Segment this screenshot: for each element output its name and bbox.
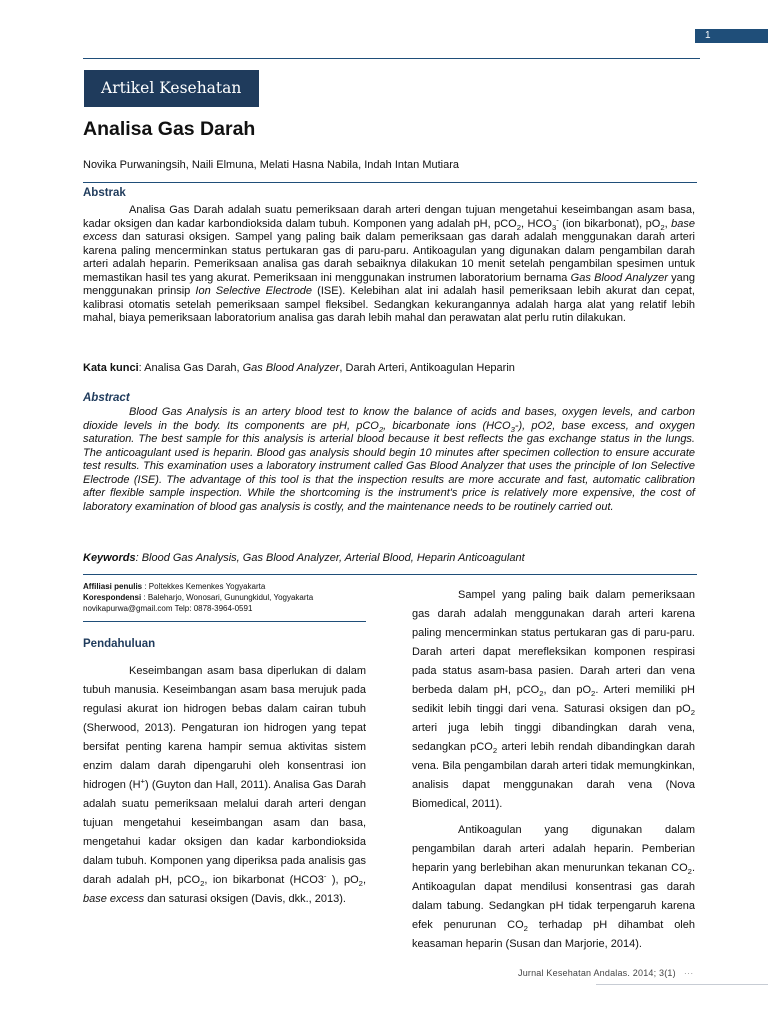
page-number: 1 [695, 29, 768, 43]
header-rule [83, 58, 700, 59]
divider [83, 574, 697, 575]
abstract-body: Blood Gas Analysis is an artery blood test to know the balance of acids and bases, oxygen levels, and carbon dioxide levels in the body. Its components are pH, pCO$_2$, bicarbonate ions $(HCO_3-)$, pO2, base excess, and oxygen saturation. The best sample for this analysis is arterial blood because it best reflects the gas exchange status in the lungs. The anticoagulant used is heparin. Blood gas analysis should begin 10 minutes after specimen collection to ensure accurate test results. This examination uses a laboratory instrument called Gas Blood Analyzer that uses the principle of Ion Selective Electrode (ISE). The advantage of this tool is that the inspection results are more accurate and fast, automatic calibration after flexible sample inspection. While the shortcoming is the instrument's price is relatively more expensive, the cost of laboratory examination of blood gas analysis is costly, and the maintenance needs to be routinely carried out. [83, 406, 696, 513]
keywords: Keywords: Blood Gas Analysis, Gas Blood Analyzer, Arterial Blood, Heparin Anticoagulant [83, 552, 525, 564]
divider [83, 182, 697, 183]
section-banner: Artikel Kesehatan [84, 70, 259, 107]
divider [83, 621, 366, 622]
pendahuluan-body: Keseimbangan asam basa diperlukan di dalam tubuh manusia. Keseimbangan asam basa merujuk pada regulasi akurat ion hidrogen bebas dalam cairan tubuh (Sherwood, 2013). Pengaturan ion hidrogen yang tepat bersifat penting karena hampir semua aktivitas sistem enzim dalam darah dipengaruhi oleh konsentrasi ion hidrogen (H+) (Guyton dan Hall, 2011). Analisa Gas Darah adalah suatu pemeriksaan melalui darah arteri dengan tujuan mengetahui keseimbangan asam dan basa, mengetahui kadar oksigen dan kadar karbondioksida dalam tubuh. Komponen yang diperiksa pada analisis gas darah adalah pH, pCO$_2$, ion bikarbonat (HCO3- ), $pO_2$, base excess dan saturasi oksigen (Davis, dkk., 2013). [83, 665, 366, 905]
abstrak-heading: Abstrak [83, 187, 126, 199]
abstract-heading: Abstract [83, 392, 130, 404]
affiliation-block: Affiliasi penulis : Poltekkes Kemenkes Yogyakarta Korespondensi : Baleharjo, Wonosari, Gunungkidul, Yogyakarta novikapurwa@gmail.com Telp: 0878-3964-0591 [83, 582, 314, 613]
kata-kunci: Kata kunci: Analisa Gas Darah, Gas Blood Analyzer, Darah Arteri, Antikoagulan Heparin [83, 362, 515, 374]
authors: Novika Purwaningsih, Naili Elmuna, Melati Hasna Nabila, Indah Intan Mutiara [83, 159, 460, 171]
article-title: Analisa Gas Darah [83, 118, 256, 140]
right-column-body: Sampel yang paling baik dalam pemeriksaan gas darah adalah menggunakan darah arteri karena paling mencerminkan status pertukaran gas di paru-paru. Darah arteri dapat merefleksikan komponen respirasi pada status asam-basa pasien. Darah arteri dan vena berbeda dalam pH, pCO$_2$, dan $pO_2$. Arteri memiliki pH sedikit lebih tinggi dari vena. Saturasi oksigen dan $pO_2$ arteri juga lebih tinggi dibandingkan darah vena, sedangkan pCO$_2$ arteri lebih rendah dibandingkan darah vena. Bila pengambilan darah arteri tidak memungkinkan, analisis dapat menggunakan darah vena (Nova Biomedical, 2011). Antikoagulan yang digunakan dalam pengambilan darah arteri adalah heparin. Pemberian heparin yang berlebihan akan menurunkan tekanan $CO_2$. Antikoagulan dapat mendilusi konsentrasi gas darah dalam tabung. Sedangkan pH tidak terpengaruh karena efek penurunan $CO_2$ terhadap pH dihambat oleh keasaman heparin (Susan dan Marjorie, 2014). [412, 589, 696, 950]
pendahuluan-heading: Pendahuluan [83, 638, 156, 650]
footer-rule [596, 984, 768, 985]
abstrak-body: Analisa Gas Darah adalah suatu pemeriksaan darah arteri dengan tujuan mengetahui keseimbangan asam basa, kadar oksigen dan kadar karbondioksida dalam tubuh. Komponen yang adalah pH, pCO$_2$, $HCO_3^-$ (ion bikarbonat), $pO_2$, base excess dan saturasi oksigen. Sampel yang paling baik dalam pemeriksaan gas darah adalah menggunakan darah arteri karena paling mencerminkan status pertukaran gas di paru-paru. Antikoagulan yang digunakan dalam pengambilan darah arteri adalah heparin. Pemeriksaan analisa gas darah sebaiknya dilakukan 10 menit setelah pengambilan spesimen untuk memastikan hasil tes yang akurat. Pemeriksaan ini menggunakan instrumen laboratorium bernama Gas Blood Analyzer yang menggunakan prinsip Ion Selective Electrode (ISE). Kelebihan alat ini adalah hasil pemeriksaan lebih akurat dan cepat, kalibrasi otomatis setelah pemeriksaan sampel fleksibel. Sedangkan kekurangannya adalah harga alat yang relatif lebih mahal, biaya pemeriksaan laboratorium analisa gas darah lebih mahal dan perawatan alat perlu rutin dilakukan. [83, 204, 696, 324]
journal-footer: Jurnal Kesehatan Andalas. 2014; 3(1) ··· [518, 968, 694, 978]
